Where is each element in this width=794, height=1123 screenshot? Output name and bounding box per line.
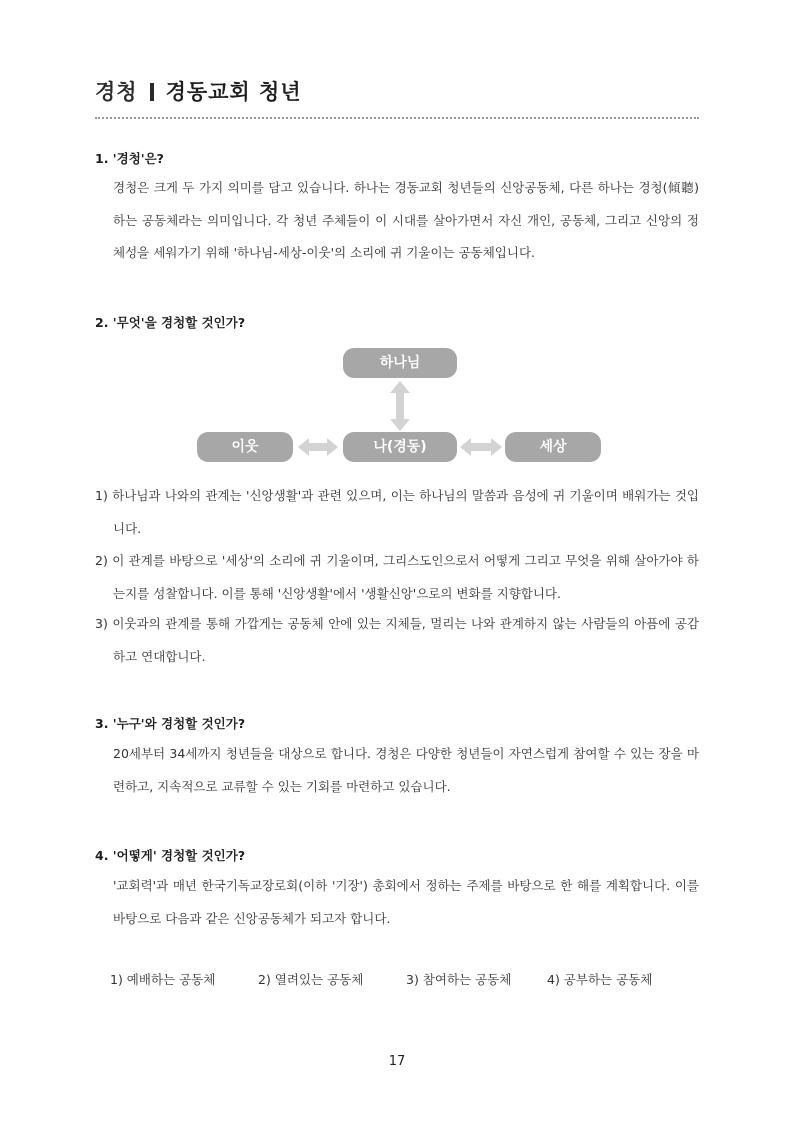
- section-2-heading: 2. '무엇'을 경청할 것인가?: [95, 315, 246, 330]
- community-item: 2) 열려있는 공동체: [258, 972, 364, 987]
- diagram-node-self: 나(경동): [343, 432, 457, 462]
- page-number: 17: [388, 1054, 406, 1069]
- diagram-node-neighbor: 이웃: [197, 432, 293, 462]
- diagram-node-god: 하나님: [343, 348, 457, 378]
- section-4-paragraph: '교회력'과 매년 한국기독교장로회(이하 '기장') 총회에서 정하는 주제를 바탕으로 한 해를 계획합니다. 이를 바탕으로 다음과 같은 신앙공동체가 되고자 합니다.: [113, 878, 699, 926]
- section-2-item-3: 3) 이웃과의 관계를 통해 가깝게는 공동체 안에 있는 지체들, 멀리는 나와 관계하지 않는 사람들의 아픔에 공감하고 연대합니다.: [95, 616, 699, 664]
- title-separator: [150, 83, 154, 101]
- title-dotted-divider: [95, 117, 699, 119]
- section-1-paragraph: 경청은 크게 두 가지 의미를 담고 있습니다. 하나는 경동교회 청년들의 신앙공동체, 다른 하나는 경청(傾聽)하는 공동체라는 의미입니다. 각 청년 주체들이 이 시대를 살아가면서 자신 개인, 공동체, 그리고 신앙의 정체성을 세워가기 위해 '하나님-세상-이웃'의 소리에 귀 기울이는 공동체입니다.: [113, 180, 699, 260]
- right-double-arrow-icon: [459, 437, 503, 457]
- diagram-node-world: 세상: [505, 432, 601, 462]
- community-item: 4) 공부하는 공동체: [547, 972, 653, 987]
- community-item: 3) 참여하는 공동체: [406, 972, 512, 987]
- section-2-item-1: 1) 하나님과 나와의 관계는 '신앙생활'과 관련 있으며, 이는 하나님의 말씀과 음성에 귀 기울이며 배워가는 것입니다.: [95, 488, 699, 536]
- community-item: 1) 예배하는 공동체: [110, 972, 216, 987]
- title-short: 경청: [95, 80, 138, 104]
- section-4-heading: 4. '어떻게' 경청할 것인가?: [95, 848, 246, 863]
- vertical-double-arrow-icon: [389, 380, 411, 432]
- section-2-item-2: 2) 이 관계를 바탕으로 '세상'의 소리에 귀 기울이며, 그리스도인으로서 어떻게 그리고 무엇을 위해 살아가야 하는지를 성찰합니다. 이를 통해 '신앙생활'에서 '생활신앙'으로의 변화를 지향합니다.: [95, 553, 699, 601]
- left-double-arrow-icon: [297, 437, 339, 457]
- section-3-heading: 3. '누구'와 경청할 것인가?: [95, 716, 246, 731]
- section-1-heading: 1. '경청'은?: [95, 151, 164, 166]
- section-3-paragraph: 20세부터 34세까지 청년들을 대상으로 합니다. 경청은 다양한 청년들이 자연스럽게 참여할 수 있는 장을 마련하고, 지속적으로 교류할 수 있는 기회를 마련하고 있습니다.: [113, 746, 699, 794]
- title-main: 경동교회 청년: [165, 80, 302, 104]
- page-title: [95, 76, 302, 106]
